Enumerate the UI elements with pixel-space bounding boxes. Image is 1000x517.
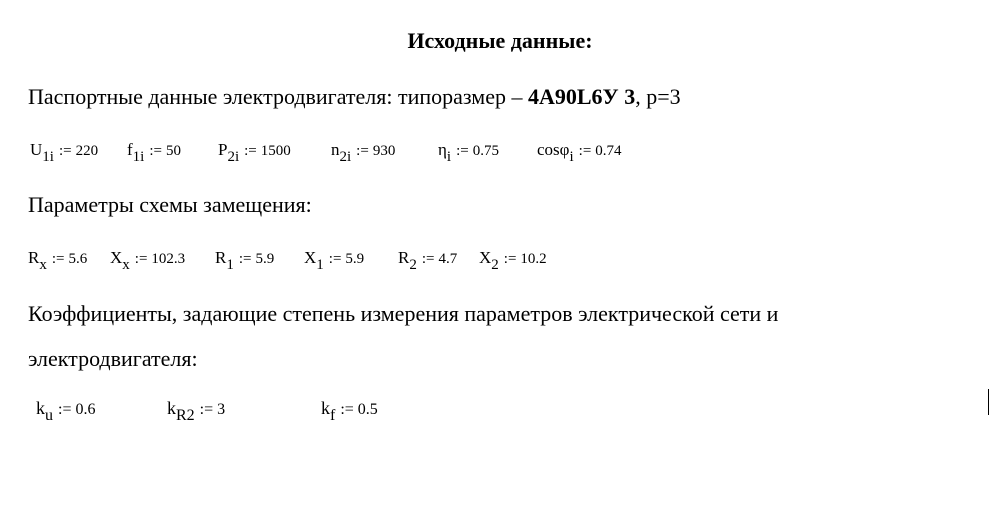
eq-symbol: η <box>438 140 447 159</box>
assign-operator: := <box>51 251 65 267</box>
eq-symbol: k <box>321 398 330 418</box>
eq-subscript: 1 <box>316 257 324 273</box>
eq-subscript: 1i <box>132 149 145 165</box>
eq-x1[interactable] <box>304 248 365 273</box>
eq-symbol: n <box>331 140 340 159</box>
eq-subscript: 2 <box>409 257 417 273</box>
eq-symbol: k <box>36 398 45 418</box>
eq-value: 1500 <box>260 143 291 159</box>
eq-value: 5.9 <box>345 251 365 267</box>
eq-value: 4.7 <box>438 251 458 267</box>
eq-kr2[interactable] <box>167 398 226 424</box>
eq-subscript: i <box>569 149 574 165</box>
eq-ku[interactable] <box>36 398 96 424</box>
eq-r1[interactable] <box>215 248 275 273</box>
eq-subscript: x <box>122 257 130 273</box>
assign-operator: := <box>356 143 369 159</box>
eq-value: 220 <box>75 143 99 159</box>
assign-operator: := <box>456 143 469 159</box>
assign-operator: := <box>134 251 148 267</box>
eq-x2[interactable] <box>479 248 547 273</box>
eq-rx[interactable] <box>28 248 88 273</box>
scheme-heading: Параметры схемы замещения: <box>28 192 312 217</box>
eq-n2i[interactable] <box>331 140 396 165</box>
assign-operator: := <box>58 143 72 159</box>
text-cursor <box>988 389 989 415</box>
eq-subscript: R2 <box>176 407 195 424</box>
coef-heading-line2: электродвигателя: <box>28 346 198 371</box>
eq-value: 0.6 <box>75 401 96 418</box>
eq-value: 0.5 <box>357 401 378 418</box>
eq-value: 930 <box>372 143 396 159</box>
heading: Исходные данные: <box>407 28 593 53</box>
passport-line <box>28 84 681 110</box>
assign-operator: := <box>578 143 592 159</box>
eq-symbol: X <box>110 248 123 267</box>
assign-operator: := <box>503 251 517 267</box>
eq-symbol: R <box>28 248 40 267</box>
passport-suffix: , р=3 <box>635 84 681 109</box>
eq-symbol: f <box>127 140 133 159</box>
eq-symbol: P <box>218 140 228 159</box>
eq-value: 102.3 <box>151 251 186 267</box>
eq-value: 10.2 <box>520 251 547 267</box>
eq-value: 5.9 <box>255 251 275 267</box>
eq-f1i[interactable] <box>127 140 181 165</box>
assign-operator: := <box>199 401 214 418</box>
assign-operator: := <box>328 251 342 267</box>
eq-r2[interactable] <box>398 248 458 273</box>
eq-value: 0.74 <box>595 143 622 159</box>
coef-heading-line1: Коэффициенты, задающие степень измерения параметров электрической сети и <box>28 301 779 326</box>
eq-symbol: R <box>215 248 227 267</box>
eq-p2i[interactable] <box>218 140 291 165</box>
eq-subscript: x <box>39 257 47 273</box>
passport-prefix: Паспортные данные электродвигателя: типоразмер – <box>28 84 528 109</box>
eq-symbol: U <box>30 140 43 159</box>
eq-u1i[interactable] <box>30 140 99 165</box>
eq-subscript: 2 <box>491 257 499 273</box>
eq-subscript: 2i <box>227 149 240 165</box>
eq-symbol: X <box>479 248 492 267</box>
eq-value: 3 <box>217 401 226 418</box>
eq-subscript: f <box>330 407 336 424</box>
assign-operator: := <box>149 143 162 159</box>
assign-operator: := <box>238 251 252 267</box>
eq-subscript: i <box>446 149 452 165</box>
eq-subscript: 2i <box>339 149 352 165</box>
eq-subscript: 1i <box>42 149 54 165</box>
assign-operator: := <box>58 401 72 418</box>
eq-value: 0.75 <box>472 143 499 159</box>
eq-subscript: u <box>45 407 53 424</box>
eq-symbol: X <box>304 248 317 267</box>
assign-operator: := <box>421 251 435 267</box>
eq-xx[interactable] <box>110 248 186 273</box>
eq-symbol: cosφ <box>537 140 570 159</box>
eq-subscript: 1 <box>226 257 234 273</box>
eq-symbol: R <box>398 248 410 267</box>
eq-cosphi-i[interactable] <box>537 140 622 165</box>
eq-kf[interactable] <box>321 398 378 424</box>
eq-eta-i[interactable] <box>438 140 499 165</box>
eq-value: 50 <box>165 143 181 159</box>
motor-model: 4А90L6У 3 <box>527 84 636 109</box>
eq-symbol: k <box>167 398 176 418</box>
assign-operator: := <box>340 401 354 418</box>
assign-operator: := <box>244 143 257 159</box>
eq-value: 5.6 <box>68 251 88 267</box>
